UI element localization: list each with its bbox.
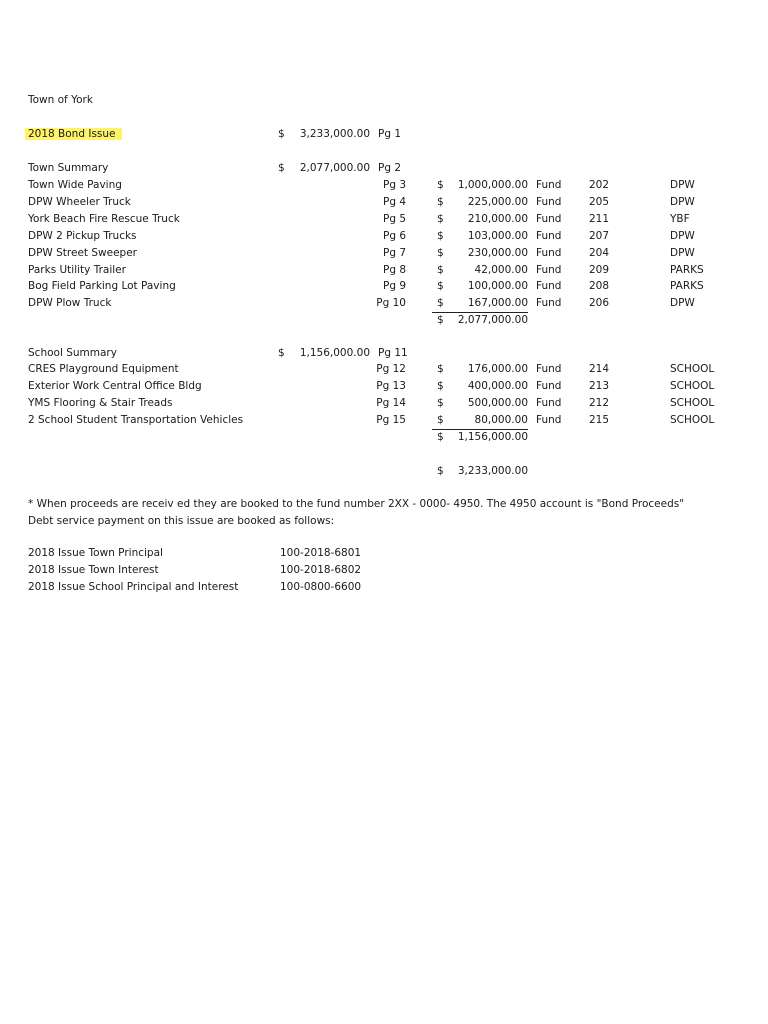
line-item-fund: Fund bbox=[536, 246, 562, 259]
line-item-fund-number: 209 bbox=[589, 263, 610, 276]
line-item-fund-number: 213 bbox=[589, 379, 610, 392]
line-item-amount: 225,000.00 bbox=[467, 195, 528, 208]
line-item-dollar: $ bbox=[437, 379, 444, 392]
account-number: 100-2018-6802 bbox=[280, 563, 362, 576]
line-item-amount: 1,000,000.00 bbox=[457, 179, 528, 191]
line-item-label: Exterior Work Central Office Bldg bbox=[28, 379, 202, 392]
line-item-label: DPW Plow Truck bbox=[28, 297, 112, 310]
bond-issue-label bbox=[28, 127, 122, 141]
line-item-dollar: $ bbox=[437, 297, 444, 310]
line-item-amount: 167,000.00 bbox=[467, 297, 528, 310]
line-item-page: Pg 5 bbox=[382, 212, 406, 225]
line-item-department: SCHOOL bbox=[670, 363, 715, 375]
line-item-dollar: $ bbox=[437, 263, 444, 276]
line-item-dollar: $ bbox=[437, 195, 444, 208]
line-item-label: YMS Flooring & Stair Treads bbox=[28, 396, 173, 409]
line-item-department: YBF bbox=[670, 212, 690, 225]
line-item-department: DPW bbox=[670, 179, 695, 191]
town-summary-dollar: $ bbox=[278, 162, 285, 174]
line-item-department: DPW bbox=[670, 229, 695, 242]
line-item-fund-number: 205 bbox=[589, 195, 610, 208]
line-item-amount: 42,000.00 bbox=[474, 263, 528, 276]
line-item-fund: Fund bbox=[536, 179, 562, 191]
line-item-department: PARKS bbox=[670, 280, 704, 293]
town-summary-amount: 2,077,000.00 bbox=[299, 162, 370, 174]
line-item-label: DPW Street Sweeper bbox=[28, 246, 137, 259]
grand-total-amount: 3,233,000.00 bbox=[457, 465, 528, 477]
line-item-dollar: $ bbox=[437, 280, 444, 293]
school-summary-page: Pg 11 bbox=[378, 347, 408, 359]
bond-issue-dollar: $ bbox=[278, 128, 285, 140]
note-proceeds: * When proceeds are receiv ed they are booked to the fund number 2XX - 0000- 4950. The 4950 account is "Bond Proceeds" bbox=[28, 498, 685, 510]
line-item-fund: Fund bbox=[536, 212, 562, 225]
line-item-department: SCHOOL bbox=[670, 396, 715, 409]
line-item-department: DPW bbox=[670, 246, 695, 259]
grand-total-dollar: $ bbox=[437, 465, 444, 477]
line-item-page: Pg 14 bbox=[376, 396, 406, 409]
line-item-fund: Fund bbox=[536, 280, 562, 293]
bond-issue-highlight: 2018 Bond Issue bbox=[25, 128, 122, 140]
line-item-department: SCHOOL bbox=[670, 413, 715, 426]
line-item-amount: 103,000.00 bbox=[467, 229, 528, 242]
school-summary-label: School Summary bbox=[28, 347, 117, 359]
school-total-dollar: $ bbox=[437, 431, 444, 443]
bond-issue-page: Pg 1 bbox=[378, 128, 402, 140]
line-item-label: 2 School Student Transportation Vehicles bbox=[28, 413, 244, 426]
town-summary-page: Pg 2 bbox=[378, 162, 402, 174]
line-item-department: DPW bbox=[670, 297, 695, 310]
line-item-fund: Fund bbox=[536, 229, 562, 242]
line-item-amount: 80,000.00 bbox=[474, 413, 528, 426]
bond-issue-amount: 3,233,000.00 bbox=[299, 128, 370, 140]
line-item-fund: Fund bbox=[536, 195, 562, 208]
school-total-amount: 1,156,000.00 bbox=[457, 431, 528, 443]
town-total-dollar: $ bbox=[437, 314, 444, 326]
account-label: 2018 Issue Town Interest bbox=[28, 563, 159, 576]
line-item-fund: Fund bbox=[536, 297, 562, 310]
line-item-page: Pg 12 bbox=[376, 363, 406, 375]
line-item-page: Pg 3 bbox=[382, 179, 406, 191]
school-summary-amount: 1,156,000.00 bbox=[299, 347, 370, 359]
line-item-fund-number: 214 bbox=[589, 363, 610, 375]
line-item-label: Bog Field Parking Lot Paving bbox=[28, 280, 176, 293]
line-item-page: Pg 13 bbox=[376, 379, 406, 392]
line-item-fund: Fund bbox=[536, 396, 562, 409]
line-item-amount: 176,000.00 bbox=[467, 363, 528, 375]
line-item-fund-number: 208 bbox=[589, 280, 610, 293]
line-item-amount: 210,000.00 bbox=[467, 212, 528, 225]
line-item-fund: Fund bbox=[536, 413, 562, 426]
line-item-dollar: $ bbox=[437, 229, 444, 242]
line-item-fund: Fund bbox=[536, 379, 562, 392]
town-total-amount: 2,077,000.00 bbox=[457, 314, 528, 326]
school-summary-dollar: $ bbox=[278, 347, 285, 359]
line-item-page: Pg 6 bbox=[382, 229, 406, 242]
line-item-department: PARKS bbox=[670, 263, 704, 276]
line-item-amount: 100,000.00 bbox=[467, 280, 528, 293]
line-item-fund-number: 206 bbox=[589, 297, 610, 310]
line-item-amount: 500,000.00 bbox=[467, 396, 528, 409]
line-item-fund-number: 202 bbox=[589, 179, 610, 191]
line-item-page: Pg 15 bbox=[376, 413, 406, 426]
document-title: Town of York bbox=[28, 94, 93, 106]
line-item-department: DPW bbox=[670, 195, 695, 208]
line-item-page: Pg 9 bbox=[382, 280, 406, 293]
line-item-label: DPW 2 Pickup Trucks bbox=[28, 229, 137, 242]
line-item-fund-number: 211 bbox=[589, 212, 610, 225]
line-item-amount: 400,000.00 bbox=[467, 379, 528, 392]
line-item-dollar: $ bbox=[437, 363, 444, 375]
line-item-dollar: $ bbox=[437, 246, 444, 259]
line-item-fund: Fund bbox=[536, 363, 562, 375]
line-item-label: Parks Utility Trailer bbox=[28, 263, 126, 276]
line-item-label: York Beach Fire Rescue Truck bbox=[28, 212, 180, 225]
line-item-amount: 230,000.00 bbox=[467, 246, 528, 259]
account-label: 2018 Issue Town Principal bbox=[28, 547, 163, 559]
line-item-page: Pg 8 bbox=[382, 263, 406, 276]
line-item-dollar: $ bbox=[437, 396, 444, 409]
line-item-label: DPW Wheeler Truck bbox=[28, 195, 131, 208]
line-item-fund-number: 212 bbox=[589, 396, 610, 409]
line-item-page: Pg 10 bbox=[376, 297, 406, 310]
line-item-dollar: $ bbox=[437, 212, 444, 225]
line-item-label: Town Wide Paving bbox=[28, 179, 122, 191]
account-label: 2018 Issue School Principal and Interest bbox=[28, 580, 239, 593]
note-debt-service: Debt service payment on this issue are booked as follows: bbox=[28, 515, 335, 527]
line-item-fund: Fund bbox=[536, 263, 562, 276]
town-summary-label: Town Summary bbox=[28, 162, 109, 174]
line-item-department: SCHOOL bbox=[670, 379, 715, 392]
account-number: 100-0800-6600 bbox=[280, 580, 362, 593]
line-item-page: Pg 7 bbox=[382, 246, 406, 259]
line-item-dollar: $ bbox=[437, 179, 444, 191]
line-item-fund-number: 204 bbox=[589, 246, 610, 259]
line-item-label: CRES Playground Equipment bbox=[28, 363, 179, 375]
line-item-fund-number: 215 bbox=[589, 413, 610, 426]
line-item-dollar: $ bbox=[437, 413, 444, 426]
line-item-fund-number: 207 bbox=[589, 229, 610, 242]
line-item-page: Pg 4 bbox=[382, 195, 406, 208]
account-number: 100-2018-6801 bbox=[280, 547, 362, 559]
